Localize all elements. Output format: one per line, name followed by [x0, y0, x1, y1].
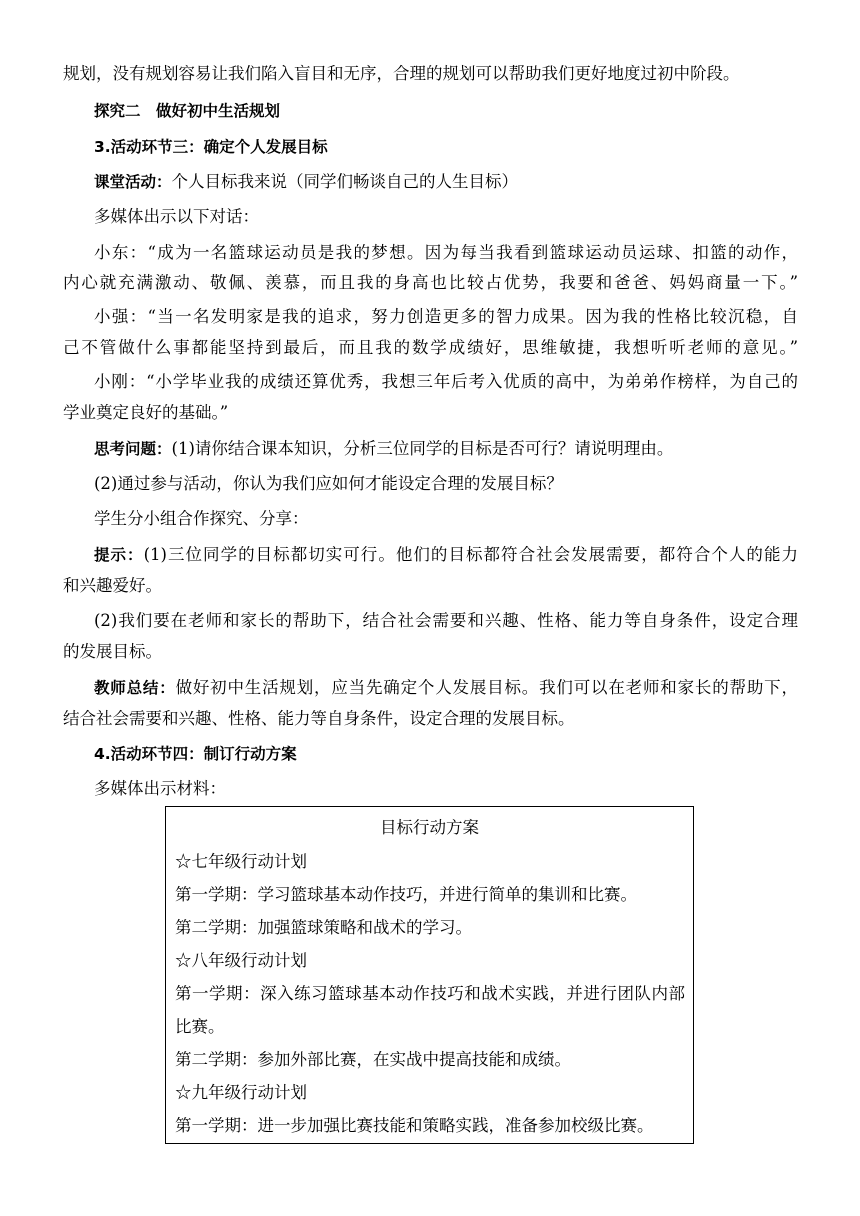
grade-eight-term-1-continuation: 比赛。: [175, 1017, 225, 1036]
activity-heading-three: 3.活动环节三：确定个人发展目标: [94, 138, 328, 156]
classroom-activity-text: 个人目标我来说（同学们畅谈自己的人生目标）: [171, 172, 519, 191]
grade-seven-term-1: 第一学期：学习篮球基本动作技巧，并进行简单的集训和比赛。: [175, 885, 637, 904]
action-plan-title: 目标行动方案: [380, 818, 479, 837]
think-question-2: (2)通过参与活动，你认为我们应如何才能设定合理的发展目标？: [94, 474, 563, 493]
classroom-activity-label: 课堂活动：: [94, 173, 172, 191]
teacher-summary-line-2: 结合社会需要和兴趣、性格、能力等自身条件，设定合理的发展目标。: [63, 709, 575, 728]
teacher-summary-label: 教师总结：: [94, 679, 176, 697]
section-heading-explore-two: 探究二 做好初中生活规划: [94, 102, 281, 120]
action-plan-box: [165, 806, 694, 1144]
paragraph-planning-intro: 规划，没有规划容易让我们陷入盲目和无序，合理的规划可以帮助我们更好地度过初中阶段。: [63, 64, 740, 83]
multimedia-material-intro: 多媒体出示材料：: [94, 779, 226, 798]
think-question-1-text: (1)请你结合课本知识，分析三位同学的目标是否可行？请说明理由。: [171, 439, 674, 458]
hint-label: 提示：: [94, 546, 144, 564]
xiaodong-line-1: 小东：“成为一名篮球运动员是我的梦想。因为每当我看到篮球运动员运球、扣篮的动作，: [94, 243, 798, 262]
grade-eight-term-1: 第一学期：深入练习篮球基本动作技巧和战术实践，并进行团队内部: [175, 984, 685, 1003]
xiaodong-line-2: 内心就充满激动、敬佩、羡慕，而且我的身高也比较占优势，我要和爸爸、妈妈商量一下。”: [63, 273, 798, 292]
hint-2-line: (2)我们要在老师和家长的帮助下，结合社会需要和兴趣、性格、能力等自身条件，设定合理: [94, 611, 798, 630]
grade-nine-heading: ☆九年级行动计划: [175, 1083, 307, 1102]
think-question-label: 思考问题：: [94, 440, 172, 458]
teacher-summary-text: 做好初中生活规划，应当先确定个人发展目标。我们可以在老师和家长的帮助下，: [175, 678, 798, 697]
hint-2-continuation: 的发展目标。: [63, 642, 162, 661]
xiaogang-line-2: 学业奠定良好的基础。”: [63, 403, 229, 422]
grade-seven-term-2: 第二学期：加强篮球策略和战术的学习。: [175, 918, 472, 937]
grade-eight-term-2: 第二学期：参加外部比赛，在实战中提高技能和成绩。: [175, 1050, 571, 1069]
hint-1-line: [94, 544, 798, 566]
teacher-summary-line-1: [94, 677, 798, 699]
hint-1-text: (1)三位同学的目标都切实可行。他们的目标都符合社会发展需要，都符合个人的能力: [143, 545, 798, 564]
grade-nine-term-1: 第一学期：进一步加强比赛技能和策略实践，准备参加校级比赛。: [175, 1116, 654, 1135]
multimedia-dialogue-intro: 多媒体出示以下对话：: [94, 207, 259, 226]
hint-1-continuation: 和兴趣爱好。: [63, 576, 162, 595]
group-discussion-line: 学生分小组合作探究、分享：: [94, 509, 309, 528]
grade-eight-heading: ☆八年级行动计划: [175, 951, 307, 970]
xiaoqiang-line-1: 小强：“当一名发明家是我的追求，努力创造更多的智力成果。因为我的性格比较沉稳，自: [94, 307, 798, 326]
think-question-1-line: [94, 438, 798, 460]
activity-heading-four: 4.活动环节四：制订行动方案: [94, 745, 297, 763]
classroom-activity-line: [94, 171, 798, 193]
xiaogang-line-1: 小刚：“小学毕业我的成绩还算优秀，我想三年后考入优质的高中，为弟弟作榜样，为自己的: [94, 372, 798, 391]
grade-seven-heading: ☆七年级行动计划: [175, 852, 307, 871]
xiaoqiang-line-2: 己不管做什么事都能坚持到最后，而且我的数学成绩好，思维敏捷，我想听听老师的意见。”: [63, 338, 798, 357]
